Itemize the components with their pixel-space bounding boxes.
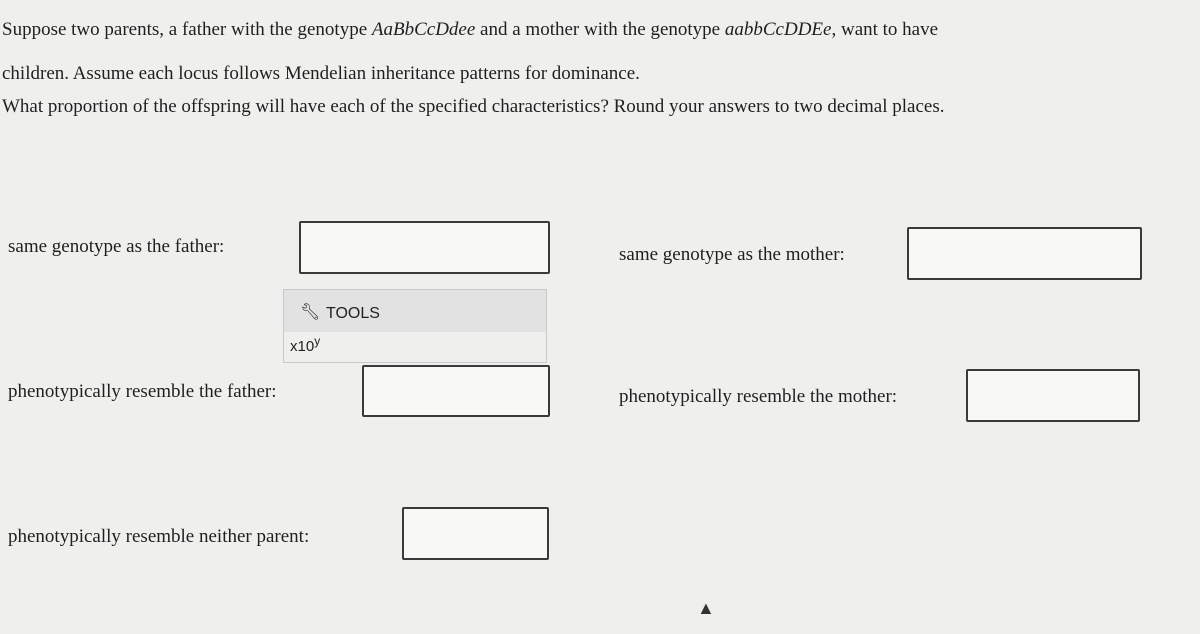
pheno-father-label: phenotypically resemble the father: [8,381,277,402]
scientific-notation-button[interactable] [290,334,320,355]
pheno-mother-input[interactable] [966,369,1140,422]
question-line-3: What proportion of the offspring will have each of the specified characteristics? Round your answers to two decimal places. [2,96,945,117]
mother-genotype: aabbCcDDEe [724,19,832,40]
sci-exponent: y [314,334,321,348]
pheno-neither-input[interactable] [402,507,549,560]
wrench-icon: 🔧︎ [300,304,321,321]
tools-panel [283,289,547,363]
same-genotype-father-input[interactable] [299,221,550,274]
same-genotype-mother-input[interactable] [907,227,1142,280]
question-text-b: and a mother with the genotype [475,19,725,40]
tools-button[interactable] [284,290,546,332]
pheno-neither-label: phenotypically resemble neither parent: [8,526,310,547]
father-genotype: AaBbCcDdee [371,19,476,40]
question-line-2: children. Assume each locus follows Mendelian inheritance patterns for dominance. [2,63,640,84]
pheno-father-input[interactable] [362,365,550,417]
sci-base: x10 [290,338,315,355]
question-line-1 [2,18,938,42]
pheno-mother-label: phenotypically resemble the mother: [619,386,898,407]
tools-label: TOOLS [326,305,380,322]
same-genotype-mother-label: same genotype as the mother: [619,244,845,265]
question-text-a: Suppose two parents, a father with the genotype [2,19,372,40]
same-genotype-father-label: same genotype as the father: [8,236,225,257]
mouse-cursor-icon: ▲ [697,598,715,618]
question-text-c: , want to have [831,19,939,40]
